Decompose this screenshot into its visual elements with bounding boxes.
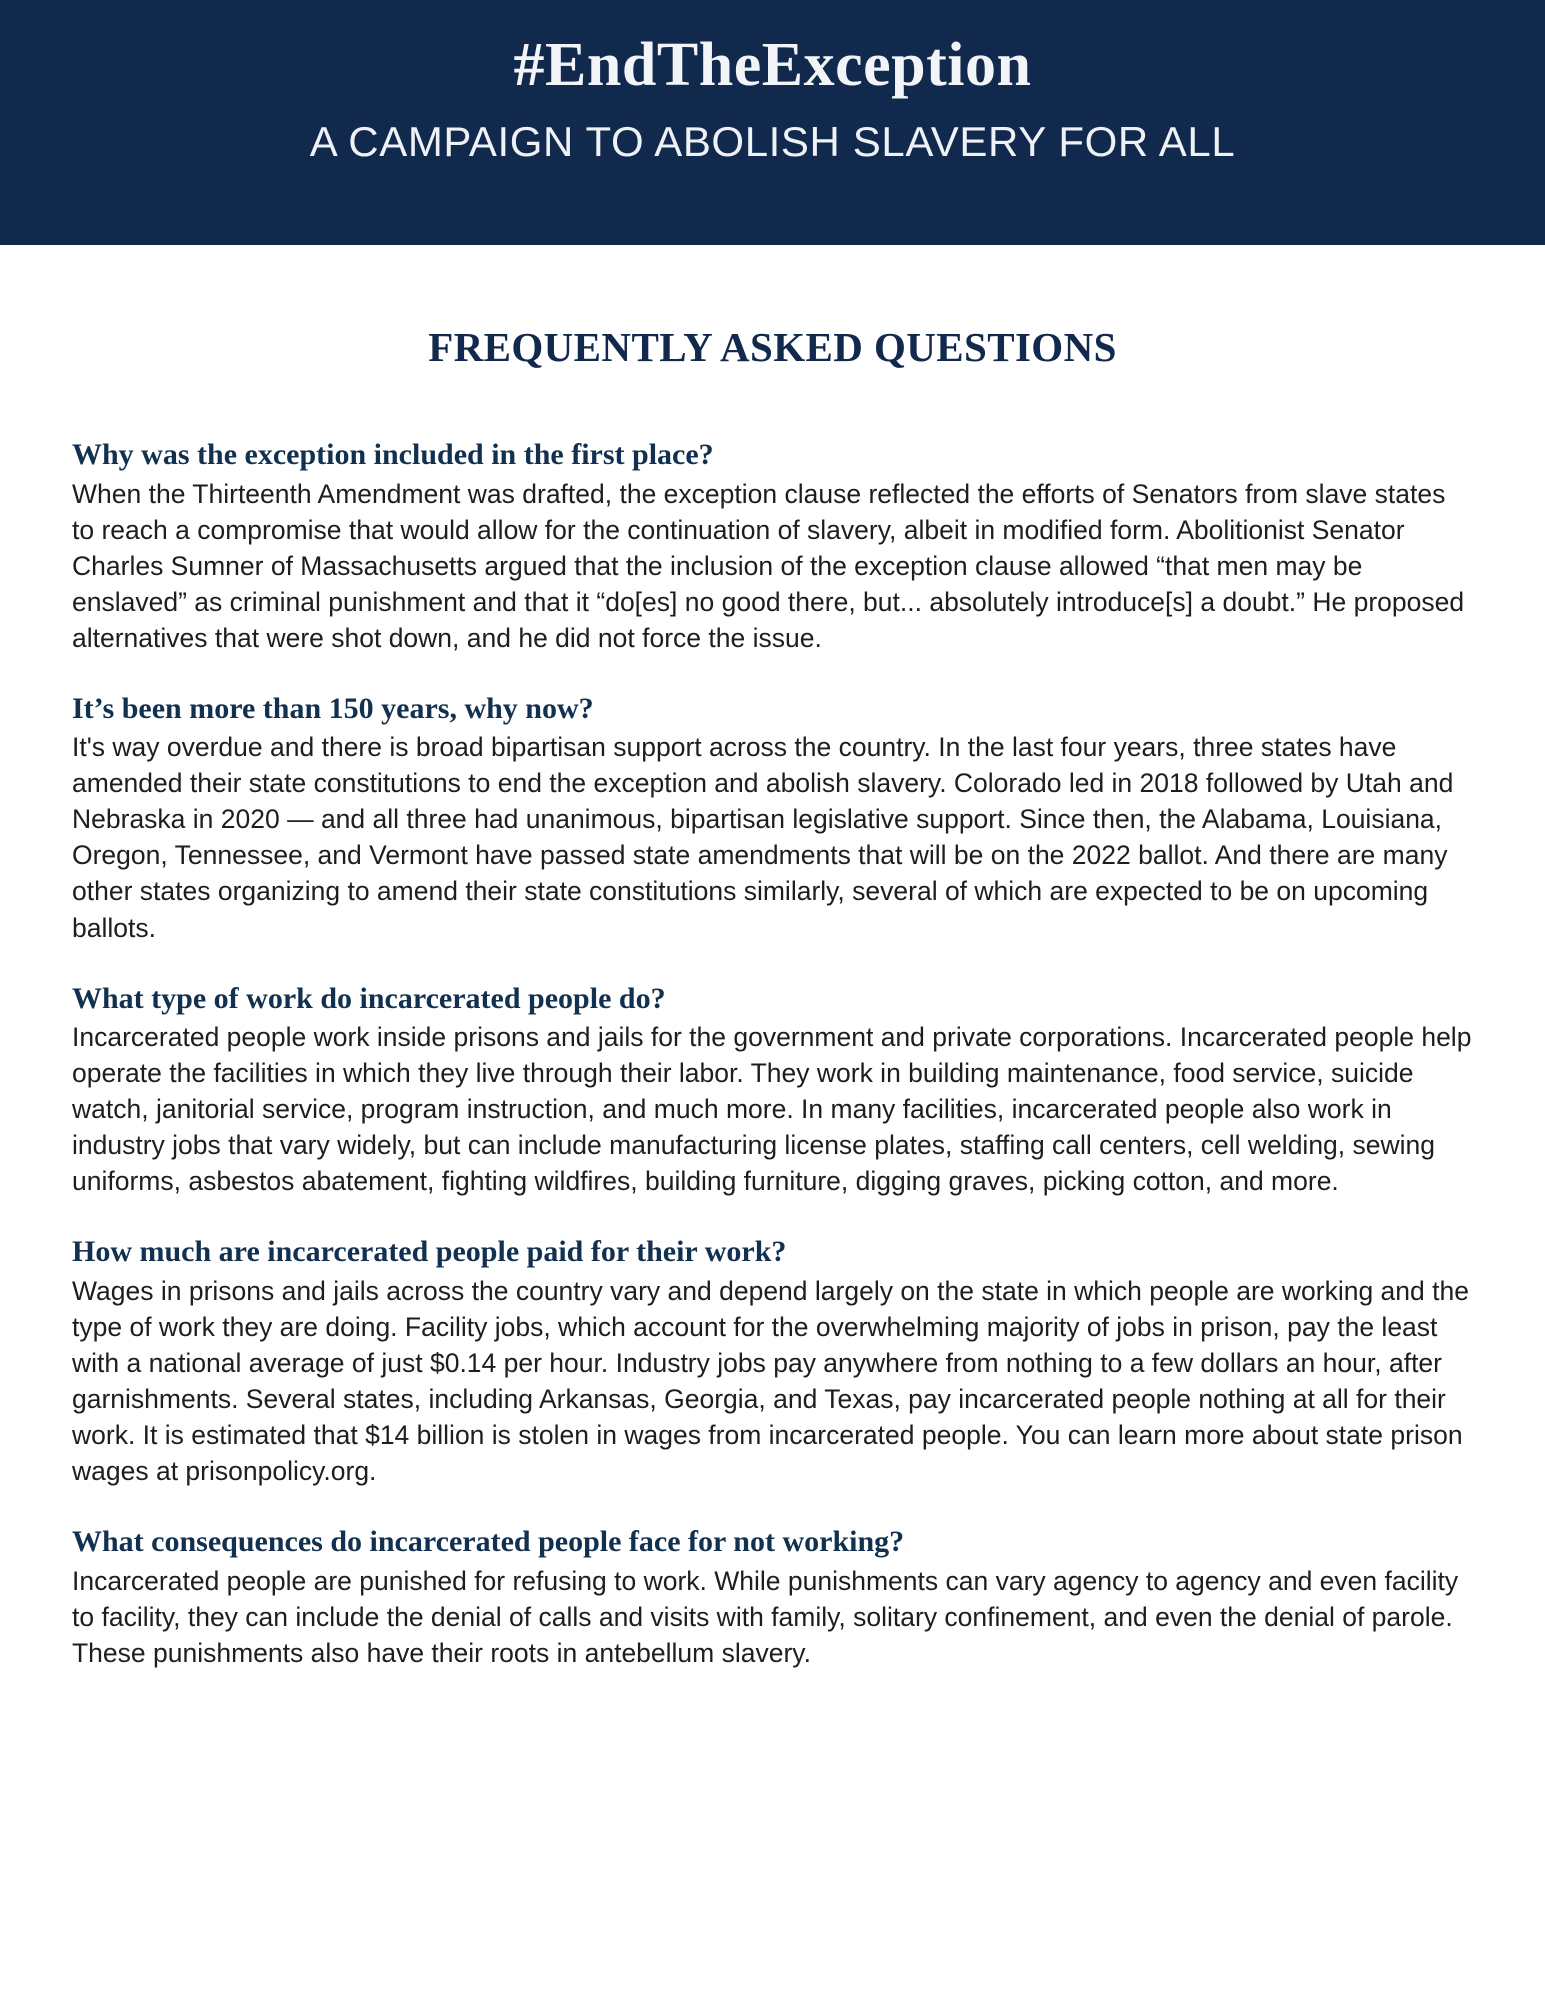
faq-item [72,1524,1473,1671]
faq-question: What consequences do incarcerated people face for not working? [72,1525,905,1559]
faq-question: What type of work do incarcerated people do? [72,981,666,1015]
faq-item [72,437,1473,656]
faq-item [72,981,1473,1200]
faq-answer: Incarcerated people are punished for refusing to work. While punishments can vary agency to agency and even facility to facility, they can include the denial of calls and visits with family, solitary confinement, and even the denial of parole. These punishments also have their roots in antebellum slavery. [72,1565,1459,1668]
faq-item [72,1234,1473,1489]
faq-question: How much are incarcerated people paid for their work? [72,1235,787,1269]
faq-answer: Wages in prisons and jails across the country vary and depend largely on the state in which people are working and the type of work they are doing. Facility jobs, which account for the overwhelming majority of jobs in prison, pay the least with a national average of just $0.14 per hour. Industry jobs pay anywhere from nothing to a few dollars an hour, after garnishments. Several states, including Arkansas, Georgia, and Texas, pay incarcerated people nothing at all for their work. It is estimated that $14 billion is stolen in wages from incarcerated people. You can learn more about state prison wages at prisonpolicy.org. [72,1275,1469,1487]
faq-answer: When the Thirteenth Amendment was drafted, the exception clause reflected the efforts of Senators from slave states to reach a compromise that would allow for the continuation of slavery, albeit in modified form. Abolitionist Senator Charles Sumner of Massachusetts argued that the inclusion of the exception clause allowed “that men may be enslaved” as criminal punishment and that it “do[es] no good there, but... absolutely introduce[s] a doubt.” He proposed alternatives that were shot down, and he did not force the issue. [72,478,1465,653]
faq-section-heading: FREQUENTLY ASKED QUESTIONS [428,324,1117,370]
campaign-subtitle: A CAMPAIGN TO ABOLISH SLAVERY FOR ALL [309,118,1236,166]
faq-question: It’s been more than 150 years, why now? [72,691,594,725]
faq-list [72,437,1473,1671]
faq-question: Why was the exception included in the first place? [72,438,714,471]
faq-answer: It's way overdue and there is broad bipartisan support across the country. In the last four years, three states have amended their state constitutions to end the exception and abolish slavery. Colorado led in 2018 followed by Utah and Nebraska in 2020 — and all three had unanimous, bipartisan legislative support. Since then, the Alabama, Louisiana, Oregon, Tennessee, and Vermont have passed state amendments that will be on the 2022 ballot. And there are many other states organizing to amend their state constitutions similarly, several of which are expected to be on upcoming ballots. [72,732,1454,943]
campaign-title: #EndTheException [513,31,1032,99]
document-body [0,323,1545,1671]
faq-answer: Incarcerated people work inside prisons and jails for the government and private corporations. Incarcerated people help operate the facilities in which they live through their labor. They work in building maintenance, food service, suicide watch, janitorial service, program instruction, and much more. In many facilities, incarcerated people also work in industry jobs that vary widely, but can include manufacturing license plates, staffing call centers, cell welding, sewing uniforms, asbestos abatement, fighting wildfires, building furniture, digging graves, picking cotton, and more. [72,1022,1472,1197]
faq-item [72,691,1473,946]
campaign-banner [0,0,1545,245]
